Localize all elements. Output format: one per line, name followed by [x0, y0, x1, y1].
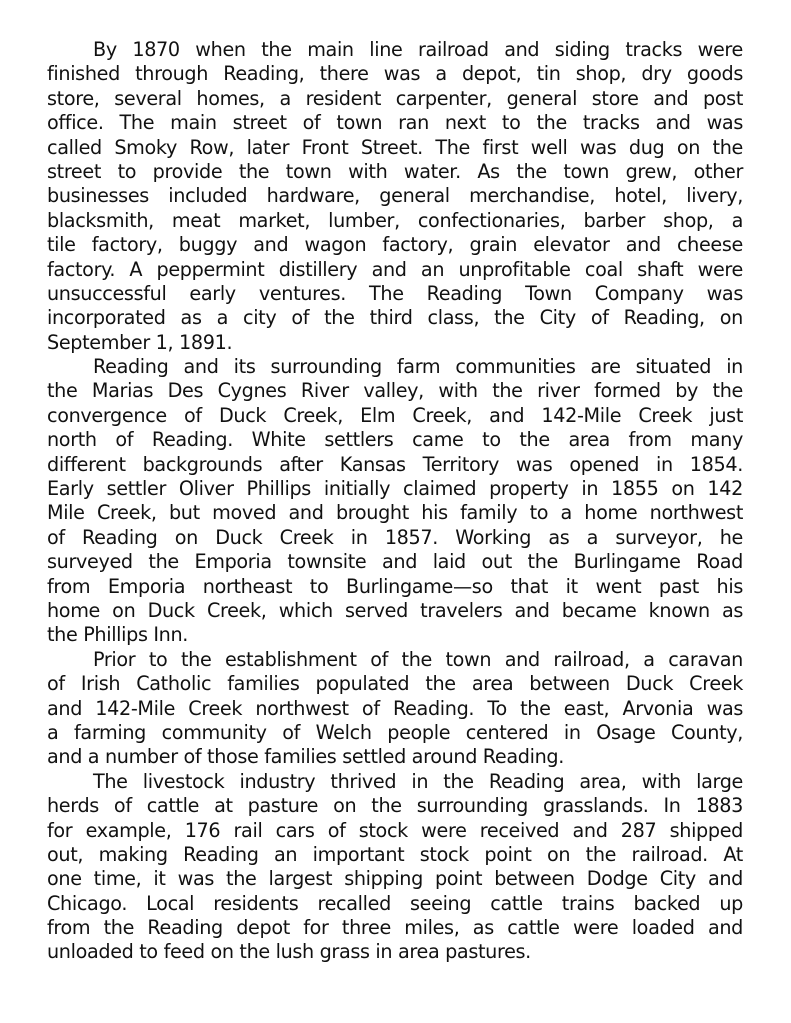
text-line: incorporated as a city of the third class, the City of Reading, on	[47, 306, 743, 330]
paragraph-livestock-industry	[47, 770, 743, 965]
text-line: different backgrounds after Kansas Territory was opened in 1854.	[47, 452, 743, 476]
text-line: the Phillips Inn.	[47, 623, 189, 647]
text-line: from Emporia northeast to Burlingame—so that it went past his	[47, 574, 743, 598]
text-line: and a number of those families settled around Reading.	[47, 745, 564, 769]
text-line: Early settler Oliver Phillips initially claimed property in 1855 on 142	[47, 477, 743, 501]
text-line: store, several homes, a resident carpenter, general store and post	[47, 86, 743, 110]
paragraph-river-valley-settlers	[47, 355, 743, 648]
text-line: office. The main street of town ran next to the tracks and was	[47, 111, 743, 135]
text-line: September 1, 1891.	[47, 330, 233, 354]
text-line: one time, it was the largest shipping point between Dodge City and	[47, 867, 743, 891]
text-line: out, making Reading an important stock point on the railroad. At	[47, 842, 743, 866]
text-line: Chicago. Local residents recalled seeing cattle trains backed up	[47, 891, 743, 915]
text-line: a farming community of Welch people centered in Osage County,	[47, 720, 743, 744]
document-page	[47, 38, 743, 965]
text-line: and 142-Mile Creek northwest of Reading. To the east, Arvonia was	[47, 696, 743, 720]
text-line: businesses included hardware, general merchandise, hotel, livery,	[47, 184, 743, 208]
text-line: of Reading on Duck Creek in 1857. Working as a surveyor, he	[47, 525, 743, 549]
text-line: for example, 176 rail cars of stock were received and 287 shipped	[47, 818, 743, 842]
text-line: By 1870 when the main line railroad and siding tracks were	[93, 38, 743, 61]
text-line: of Irish Catholic families populated the area between Duck Creek	[47, 672, 743, 696]
text-line: Prior to the establishment of the town and railroad, a caravan	[93, 647, 743, 671]
text-line: unloaded to feed on the lush grass in area pastures.	[47, 940, 531, 964]
text-line: convergence of Duck Creek, Elm Creek, and 142-Mile Creek just	[47, 403, 743, 427]
text-line: Reading and its surrounding farm communities are situated in	[93, 355, 743, 379]
text-line: Mile Creek, but moved and brought his family to a home northwest	[47, 501, 743, 525]
text-line: called Smoky Row, later Front Street. The first well was dug on the	[47, 135, 743, 159]
text-line: herds of cattle at pasture on the surrounding grasslands. In 1883	[47, 794, 743, 818]
paragraph-irish-welch-communities	[47, 648, 743, 770]
text-line: home on Duck Creek, which served travelers and became known as	[47, 598, 743, 622]
text-line: the Marias Des Cygnes River valley, with the river formed by the	[47, 379, 743, 403]
paragraph-railroad-founding	[47, 38, 743, 355]
text-line: from the Reading depot for three miles, as cattle were loaded and	[47, 916, 743, 940]
text-line: finished through Reading, there was a depot, tin shop, dry goods	[47, 62, 743, 86]
text-line: street to provide the town with water. As the town grew, other	[47, 159, 743, 183]
text-line: The livestock industry thrived in the Reading area, with large	[93, 769, 743, 793]
text-line: surveyed the Emporia townsite and laid out the Burlingame Road	[47, 550, 743, 574]
text-line: tile factory, buggy and wagon factory, grain elevator and cheese	[47, 233, 743, 257]
text-line: unsuccessful early ventures. The Reading Town Company was	[47, 281, 743, 305]
text-line: blacksmith, meat market, lumber, confectionaries, barber shop, a	[47, 208, 743, 232]
text-line: north of Reading. White settlers came to the area from many	[47, 428, 743, 452]
text-line: factory. A peppermint distillery and an unprofitable coal shaft were	[47, 257, 743, 281]
